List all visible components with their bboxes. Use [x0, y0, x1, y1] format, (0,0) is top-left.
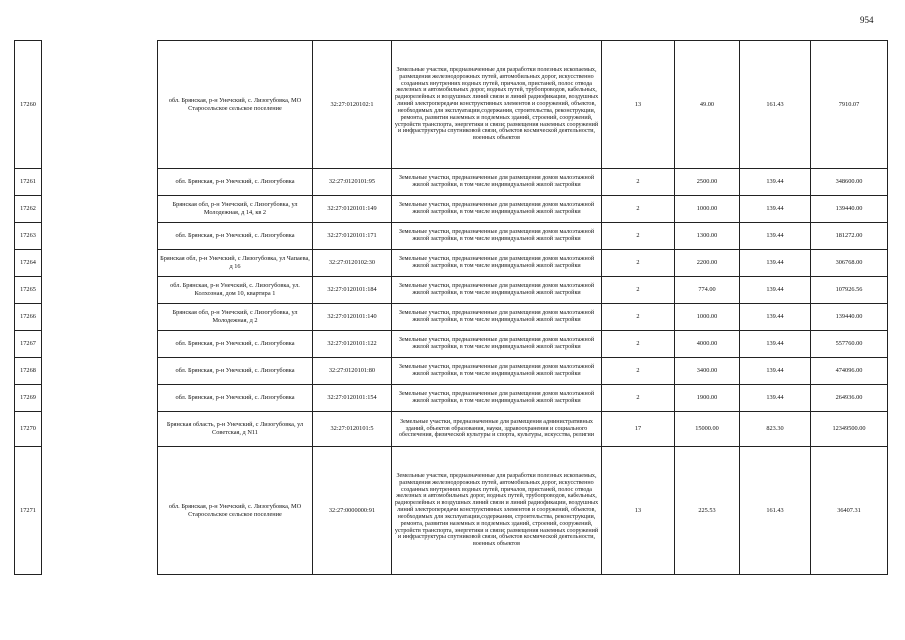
cadastral-number: 32:27:0120101:5 [313, 412, 392, 447]
row-number: 17269 [15, 385, 42, 412]
blank-cell [42, 223, 158, 250]
land-purpose: Земельные участки, предназначенные для размещения домов малоэтажной жилой застройки, в том числе индивидуальной жилой застройки [392, 223, 602, 250]
blank-cell [42, 412, 158, 447]
purpose-code: 2 [602, 385, 675, 412]
cadastral-number: 32:27:0120101:122 [313, 331, 392, 358]
purpose-code: 2 [602, 196, 675, 223]
table-body [15, 41, 888, 575]
purpose-code: 17 [602, 412, 675, 447]
address: Брянская обл, р-н Унечский, с Лизогубовка, ул Чапаева, д 16 [158, 250, 313, 277]
table-row [15, 41, 888, 169]
row-number: 17266 [15, 304, 42, 331]
address: обл. Брянская, р-н Унечский, с. Лизогубовка [158, 169, 313, 196]
cadastral-value: 139440.00 [811, 196, 888, 223]
area: 225.53 [675, 447, 740, 575]
rate: 161.43 [740, 447, 811, 575]
cadastral-number: 32:27:0120101:171 [313, 223, 392, 250]
area: 49.00 [675, 41, 740, 169]
land-purpose: Земельные участки, предназначенные для размещения домов малоэтажной жилой застройки, в том числе индивидуальной жилой застройки [392, 196, 602, 223]
row-number: 17261 [15, 169, 42, 196]
address: обл. Брянская, р-н Унечский, с. Лизогубовка [158, 385, 313, 412]
cadastral-number: 32:27:0120101:140 [313, 304, 392, 331]
purpose-code: 2 [602, 250, 675, 277]
cadastral-number: 32:27:0000000:91 [313, 447, 392, 575]
purpose-code: 2 [602, 277, 675, 304]
rate: 139.44 [740, 196, 811, 223]
cadastral-number: 32:27:0120102:30 [313, 250, 392, 277]
address: обл. Брянская, р-н Унечский, с. Лизогубовка [158, 223, 313, 250]
land-purpose: Земельные участки, предназначенные для размещения административных зданий, объектов образования, науки, здравоохранения и социального обеспечения, физической культуры и спорта, культуры, искусства, религии [392, 412, 602, 447]
blank-cell [42, 169, 158, 196]
purpose-code: 2 [602, 304, 675, 331]
row-number: 17271 [15, 447, 42, 575]
row-number: 17263 [15, 223, 42, 250]
blank-cell [42, 304, 158, 331]
blank-cell [42, 41, 158, 169]
table-row [15, 447, 888, 575]
cadastral-number: 32:27:0120101:95 [313, 169, 392, 196]
land-purpose: Земельные участки, предназначенные для размещения домов малоэтажной жилой застройки, в том числе индивидуальной жилой застройки [392, 358, 602, 385]
cadastral-value-table [14, 40, 888, 575]
row-number: 17267 [15, 331, 42, 358]
land-purpose: Земельные участки, предназначенные для размещения домов малоэтажной жилой застройки, в том числе индивидуальной жилой застройки [392, 331, 602, 358]
row-number: 17264 [15, 250, 42, 277]
cadastral-value: 7910.07 [811, 41, 888, 169]
address: Брянская обл, р-н Унечский, с Лизогубовка, ул Молодежная, д 14, кв 2 [158, 196, 313, 223]
blank-cell [42, 250, 158, 277]
blank-cell [42, 358, 158, 385]
cadastral-value: 306768.00 [811, 250, 888, 277]
rate: 139.44 [740, 169, 811, 196]
area: 1300.00 [675, 223, 740, 250]
rate: 161.43 [740, 41, 811, 169]
rate: 823.30 [740, 412, 811, 447]
cadastral-number: 32:27:0120101:80 [313, 358, 392, 385]
land-purpose: Земельные участки, предназначенные для разработки полезных ископаемых, размещения железнодорожных путей, автомобильных дорог, искусственно созданных внутренних водных путей, причалов, пристаней, полос отвода железных и автомобильных дорог, водных путей, трубопроводов, кабельных, радиорелейных и воздушных линий связи и линий радиофикации, воздушных линий электропередачи конструктивных элементов и сооружений, объектов, необходимых для эксплуатации,содержания, строительства, реконструкции, ремонта, развития наземных и подземных зданий, строений, сооружений, устройств транспорта, энергетики и связи; размещения наземных сооружений и инфраструктуры спутниковой связи, объектов космической деятельности, военных объектов [392, 447, 602, 575]
blank-cell [42, 196, 158, 223]
rate: 139.44 [740, 358, 811, 385]
cadastral-value: 107926.56 [811, 277, 888, 304]
address: обл. Брянская, р-н Унечский, с. Лизогубовка, МО Старосельское сельское поселение [158, 41, 313, 169]
area: 774.00 [675, 277, 740, 304]
purpose-code: 2 [602, 358, 675, 385]
address: обл. Брянская, р-н Унечский, с. Лизогубовка [158, 331, 313, 358]
table-row [15, 169, 888, 196]
cadastral-value: 12349500.00 [811, 412, 888, 447]
row-number: 17265 [15, 277, 42, 304]
cadastral-value: 139440.00 [811, 304, 888, 331]
table-row [15, 223, 888, 250]
cadastral-value: 474096.00 [811, 358, 888, 385]
cadastral-number: 32:27:0120102:1 [313, 41, 392, 169]
table-row [15, 331, 888, 358]
area: 1000.00 [675, 304, 740, 331]
address: Брянская обл, р-н Унечский, с Лизогубовка, ул Молодежная, д 2 [158, 304, 313, 331]
cadastral-value: 264936.00 [811, 385, 888, 412]
land-purpose: Земельные участки, предназначенные для разработки полезных ископаемых, размещения железнодорожных путей, автомобильных дорог, искусственно созданных внутренних водных путей, причалов, пристаней, полос отвода железных и автомобильных дорог, водных путей, трубопроводов, кабельных, радиорелейных и воздушных линий связи и линий радиофикации, воздушных линий электропередачи конструктивных элементов и сооружений, объектов, необходимых для эксплуатации,содержания, строительства, реконструкции, ремонта, развития наземных и подземных зданий, строений, сооружений, устройств транспорта, энергетики и связи; размещения наземных сооружений и инфраструктуры спутниковой связи, объектов космической деятельности, военных объектов [392, 41, 602, 169]
blank-cell [42, 385, 158, 412]
table-row [15, 412, 888, 447]
cadastral-number: 32:27:0120101:149 [313, 196, 392, 223]
cadastral-number: 32:27:0120101:154 [313, 385, 392, 412]
purpose-code: 2 [602, 331, 675, 358]
rate: 139.44 [740, 250, 811, 277]
area: 4000.00 [675, 331, 740, 358]
table-row [15, 385, 888, 412]
address: Брянская область, р-н Унечский, с Лизогубовка, ул Советская, д N11 [158, 412, 313, 447]
address: обл. Брянская, р-н Унечский, с. Лизогубовка [158, 358, 313, 385]
blank-cell [42, 447, 158, 575]
table-row [15, 277, 888, 304]
land-purpose: Земельные участки, предназначенные для размещения домов малоэтажной жилой застройки, в том числе индивидуальной жилой застройки [392, 277, 602, 304]
rate: 139.44 [740, 277, 811, 304]
row-number: 17260 [15, 41, 42, 169]
area: 2200.00 [675, 250, 740, 277]
land-purpose: Земельные участки, предназначенные для размещения домов малоэтажной жилой застройки, в том числе индивидуальной жилой застройки [392, 385, 602, 412]
blank-cell [42, 277, 158, 304]
rate: 139.44 [740, 304, 811, 331]
area: 1000.00 [675, 196, 740, 223]
land-purpose: Земельные участки, предназначенные для размещения домов малоэтажной жилой застройки, в том числе индивидуальной жилой застройки [392, 304, 602, 331]
purpose-code: 13 [602, 447, 675, 575]
rate: 139.44 [740, 385, 811, 412]
area: 3400.00 [675, 358, 740, 385]
area: 15000.00 [675, 412, 740, 447]
cadastral-value: 181272.00 [811, 223, 888, 250]
row-number: 17270 [15, 412, 42, 447]
cadastral-number: 32:27:0120101:184 [313, 277, 392, 304]
table-row [15, 196, 888, 223]
row-number: 17262 [15, 196, 42, 223]
table-row [15, 358, 888, 385]
address: обл. Брянская, р-н Унечский, с. Лизогубовка, МО Старосельское сельское поселение [158, 447, 313, 575]
table-row [15, 304, 888, 331]
land-purpose: Земельные участки, предназначенные для размещения домов малоэтажной жилой застройки, в том числе индивидуальной жилой застройки [392, 250, 602, 277]
rate: 139.44 [740, 223, 811, 250]
area: 2500.00 [675, 169, 740, 196]
purpose-code: 2 [602, 169, 675, 196]
row-number: 17268 [15, 358, 42, 385]
address: обл. Брянская, р-н Унечский, с. Лизогубовка, ул. Колхозная, дом 10, квартира 1 [158, 277, 313, 304]
land-purpose: Земельные участки, предназначенные для размещения домов малоэтажной жилой застройки, в том числе индивидуальной жилой застройки [392, 169, 602, 196]
blank-cell [42, 331, 158, 358]
purpose-code: 2 [602, 223, 675, 250]
purpose-code: 13 [602, 41, 675, 169]
rate: 139.44 [740, 331, 811, 358]
cadastral-value: 36407.31 [811, 447, 888, 575]
area: 1900.00 [675, 385, 740, 412]
cadastral-value: 348600.00 [811, 169, 888, 196]
page-number: 954 [860, 15, 874, 25]
table-row [15, 250, 888, 277]
cadastral-value: 557760.00 [811, 331, 888, 358]
